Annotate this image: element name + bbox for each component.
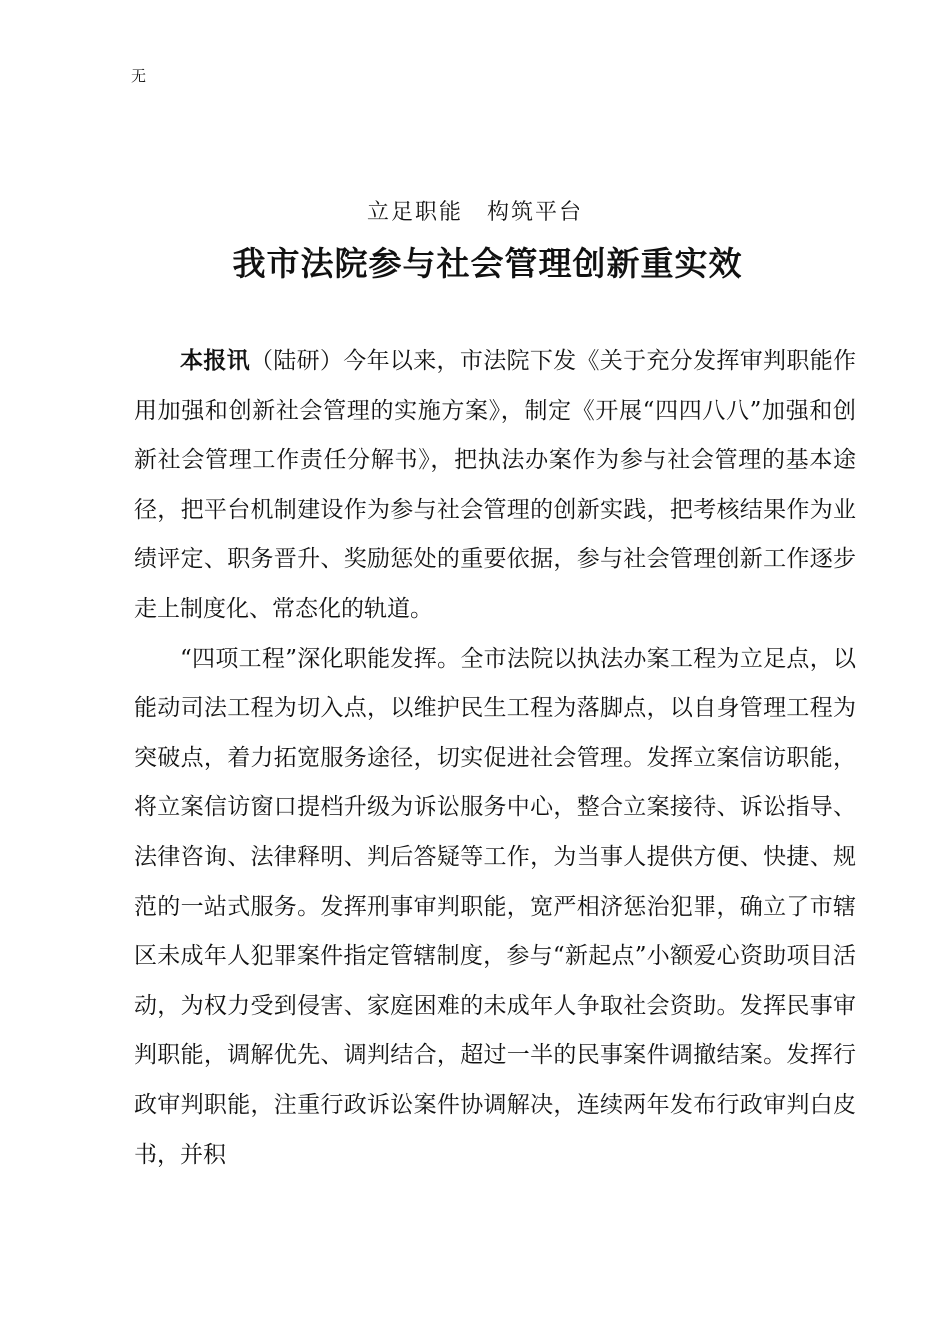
lead-label: 本报讯 [180, 348, 250, 374]
paragraph-1 [134, 337, 856, 635]
article-subtitle: 立足职能 构筑平台 [366, 200, 583, 225]
paragraph-1-body: 今年以来，市法院下发《关于充分发挥审判职能作用加强和创新社会管理的实施方案》，制定《开展“四四八八”加强和创新社会管理工作责任分解书》，把执法办案作为参与社会管理的基本途径，把平台机制建设作为参与社会管理的创新实践，把考核结果作为业绩评定、职务晋升、奖励惩处的重要依据，参与社会管理创新工作逐步走上制度化、常态化的轨道。 [134, 348, 857, 622]
paragraph-2: “四项工程”深化职能发挥。全市法院以执法办案工程为立足点，以能动司法工程为切入点，以维护民生工程为落脚点，以自身管理工程为突破点，着力拓宽服务途径，切实促进社会管理。发挥立案信访职能，将立案信访窗口提档升级为诉讼服务中心，整合立案接待、诉讼指导、法律咨询、法律释明、判后答疑等工作，为当事人提供方便、快捷、规范的一站式服务。发挥刑事审判职能，宽严相济惩治犯罪，确立了市辖区未成年人犯罪案件指定管辖制度，参与“新起点”小额爱心资助项目活动，为权力受到侵害、家庭困难的未成年人争取社会资助。发挥民事审判职能，调解优先、调判结合，超过一半的民事案件调撤结案。发挥行政审判职能，注重行政诉讼案件协调解决，连续两年发布行政审判白皮书，并积 [134, 645, 856, 1168]
lead-source: （陆研） [249, 348, 344, 374]
header-mark: 无 [131, 67, 147, 85]
article-body [134, 337, 856, 1180]
article-title: 我市法院参与社会管理创新重实效 [232, 244, 743, 283]
